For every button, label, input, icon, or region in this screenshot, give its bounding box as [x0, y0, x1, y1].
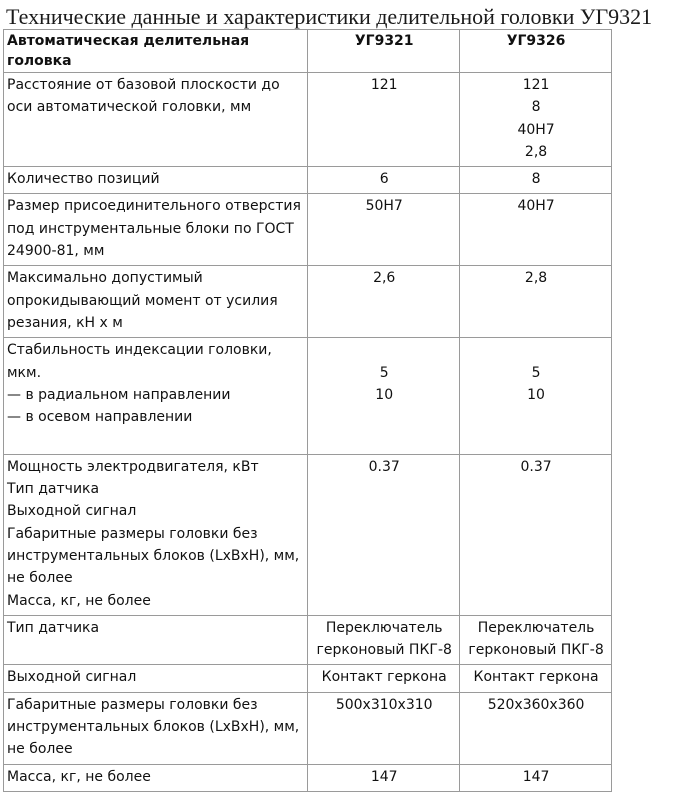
value-ug9326-line: 8	[531, 171, 541, 188]
value-ug9321-line: Контакт геркона	[321, 669, 447, 686]
value-ug9326	[460, 167, 612, 194]
table-row	[4, 167, 612, 194]
value-ug9326-line: Контакт геркона	[473, 669, 599, 686]
value-ug9326-line: 121	[522, 77, 550, 93]
value-ug9321	[308, 73, 460, 167]
param-cell-line: Масса, кг, не более	[7, 592, 151, 609]
value-ug9326	[460, 665, 612, 692]
value-ug9326-line: 40Н7	[517, 198, 555, 215]
param-cell-line: Тип датчика	[7, 481, 100, 498]
value-ug9326	[460, 338, 612, 454]
param-cell-line: Габаритные размеры головки без инструментальных блоков (LxBxH), мм, не более	[7, 525, 300, 587]
value-ug9326-line: 520x360x360	[487, 696, 585, 713]
param-cell	[4, 266, 308, 338]
value-ug9321	[308, 338, 460, 454]
value-ug9321	[308, 615, 460, 665]
param-cell-line: Выходной сигнал	[7, 503, 137, 520]
table-row	[4, 764, 612, 791]
param-cell-line: Размер присоединительного отверстия под инструментальные блоки по ГОСТ 24900-81, мм	[7, 198, 301, 260]
param-cell	[4, 692, 308, 764]
param-cell-line: Мощность электродвигателя, кВт	[7, 458, 259, 475]
value-ug9326	[460, 764, 612, 791]
value-ug9321-line: 5	[379, 364, 389, 381]
param-cell	[4, 194, 308, 266]
spacer	[7, 428, 305, 450]
value-ug9321-line: 121	[370, 77, 398, 93]
param-cell-line: Расстояние от базовой плоскости до оси автоматической головки, мм	[7, 77, 280, 116]
value-ug9321-line: 2,6	[373, 270, 396, 287]
table-row	[4, 194, 612, 266]
value-ug9326-line: 10	[527, 386, 545, 403]
header-ug9326: УГ9326	[460, 30, 612, 73]
param-cell	[4, 764, 308, 791]
value-ug9321-line	[311, 339, 457, 361]
table-row	[4, 454, 612, 615]
value-ug9326-line: 8	[531, 99, 541, 116]
table-row	[4, 73, 612, 167]
param-cell-line: Стабильность индексации головки, мкм.	[7, 342, 272, 381]
value-ug9326-line: 147	[522, 768, 550, 785]
param-cell-line: Количество позиций	[7, 171, 160, 188]
value-ug9321	[308, 167, 460, 194]
table-row	[4, 692, 612, 764]
value-ug9326	[460, 266, 612, 338]
value-ug9326	[460, 692, 612, 764]
table-row	[4, 665, 612, 692]
param-cell	[4, 615, 308, 665]
value-ug9326-line: 2,8	[524, 270, 548, 287]
param-cell	[4, 665, 308, 692]
param-cell	[4, 454, 308, 615]
value-ug9326	[460, 194, 612, 266]
value-ug9321	[308, 665, 460, 692]
table-row	[4, 266, 612, 338]
value-ug9321	[308, 764, 460, 791]
value-ug9321-line: 10	[375, 386, 394, 403]
param-cell-line: — в радиальном направлении	[7, 386, 231, 403]
value-ug9326	[460, 615, 612, 665]
value-ug9326	[460, 73, 612, 167]
header-row	[4, 30, 612, 73]
param-cell-line: Тип датчика	[7, 619, 100, 636]
param-cell-line: Максимально допустимый опрокидывающий момент от усилия резания, кН х м	[7, 270, 278, 331]
value-ug9326-line: 40Н7	[517, 121, 555, 138]
value-ug9321	[308, 692, 460, 764]
specs-table	[3, 29, 612, 792]
param-cell-line: Габаритные размеры головки без инструментальных блоков (LxBxH), мм, не более	[7, 696, 300, 758]
param-cell	[4, 167, 308, 194]
param-cell	[4, 338, 308, 454]
param-cell	[4, 73, 308, 167]
param-cell-line: — в осевом направлении	[7, 409, 193, 426]
value-ug9321-line: 6	[379, 171, 389, 188]
param-cell-line: Масса, кг, не более	[7, 768, 151, 785]
header-ug9321: УГ9321	[308, 30, 460, 73]
value-ug9321	[308, 194, 460, 266]
page-title: Технические данные и характеристики делительной головки УГ9321	[6, 4, 653, 29]
value-ug9326	[460, 454, 612, 615]
table-row	[4, 615, 612, 665]
value-ug9326-line: 2,8	[524, 143, 548, 160]
value-ug9326-line: Переключатель герконовый ПКГ-8	[468, 619, 604, 659]
value-ug9321-line: 0.37	[368, 458, 400, 475]
value-ug9321-line: 147	[370, 768, 398, 785]
value-ug9326-line	[463, 339, 609, 361]
value-ug9321-line: 50Н7	[365, 198, 403, 215]
table-row	[4, 338, 612, 454]
param-cell-line: Выходной сигнал	[7, 669, 137, 686]
value-ug9321	[308, 454, 460, 615]
header-parameter: Автоматическая делительная головка	[4, 30, 308, 73]
value-ug9321	[308, 266, 460, 338]
value-ug9326-line: 5	[531, 364, 541, 381]
value-ug9326-line: 0.37	[520, 458, 552, 475]
value-ug9321-line: Переключатель герконовый ПКГ-8	[316, 619, 452, 659]
value-ug9321-line: 500x310x310	[335, 696, 433, 713]
